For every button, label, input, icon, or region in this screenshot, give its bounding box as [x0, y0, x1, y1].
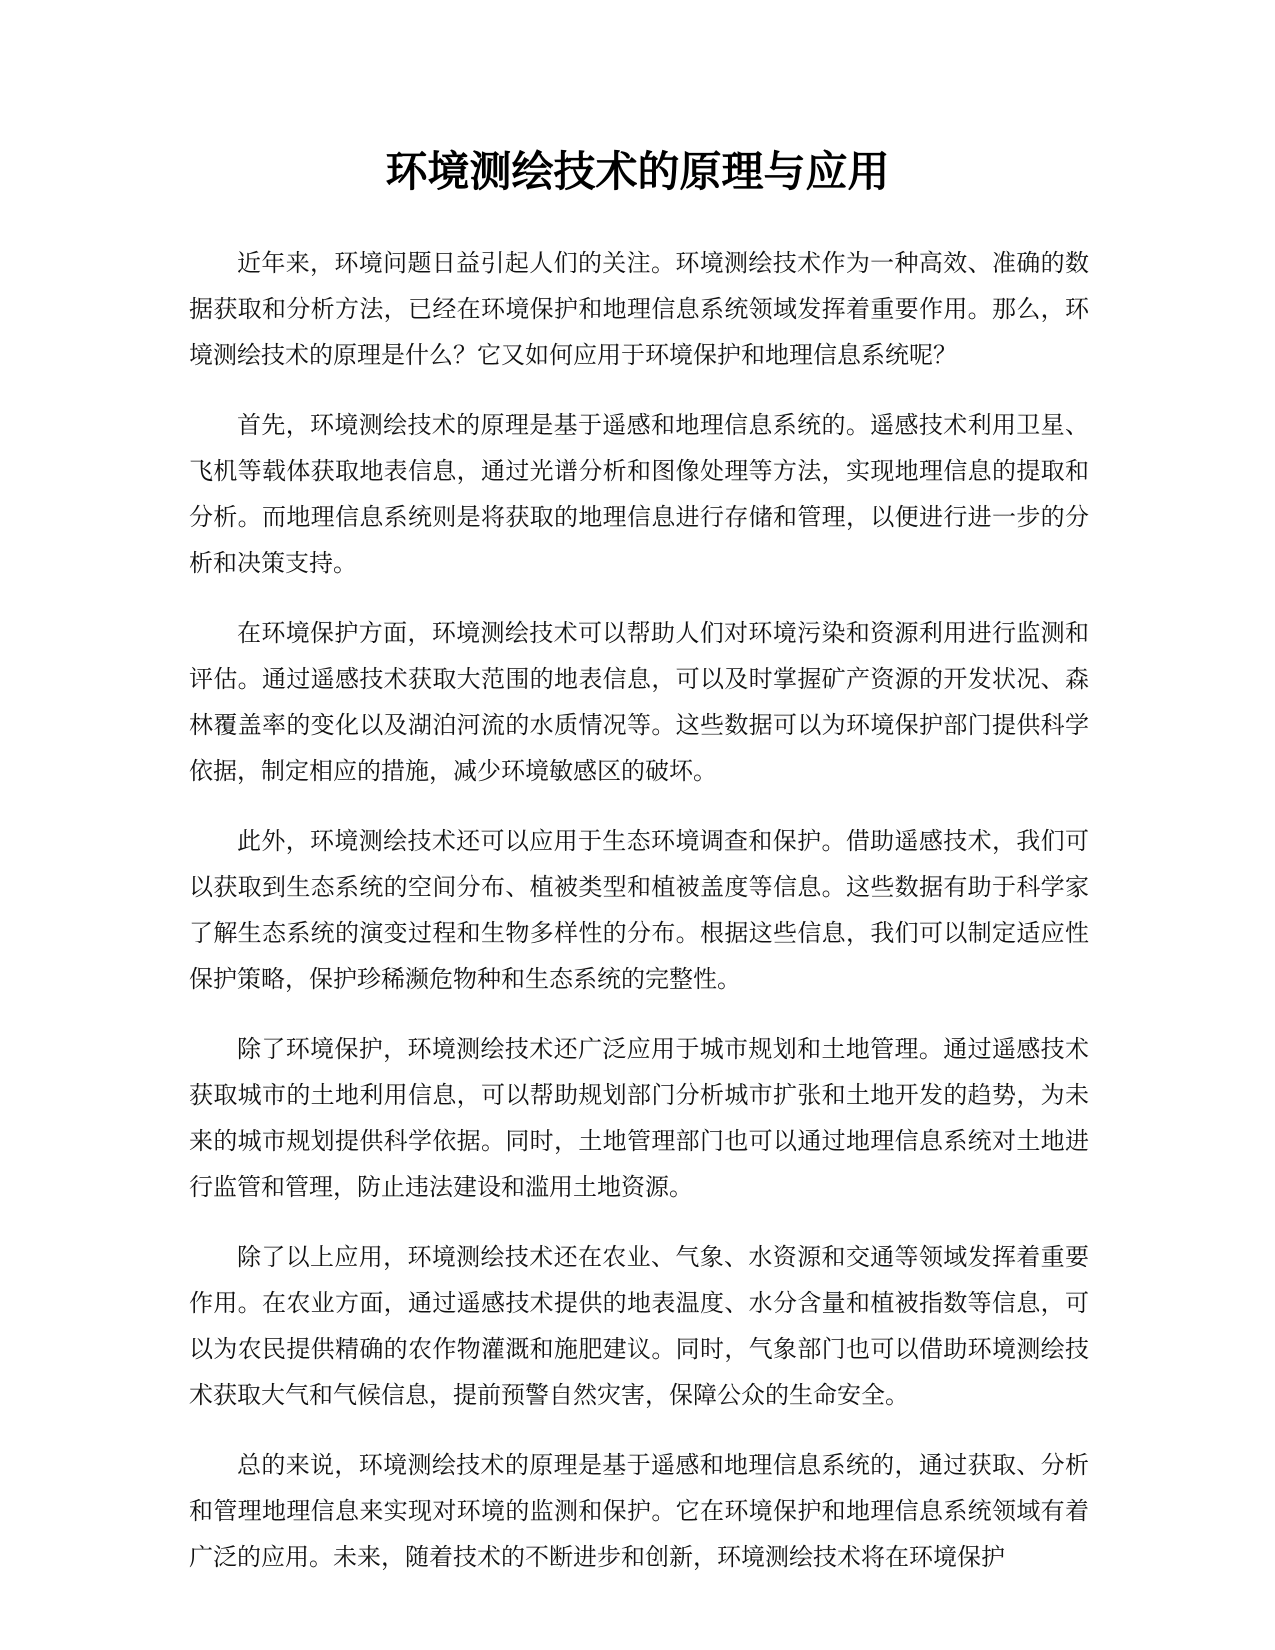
paragraph-3: 在环境保护方面，环境测绘技术可以帮助人们对环境污染和资源利用进行监测和评估。通过遥感技术获取大范围的地表信息，可以及时掌握矿产资源的开发状况、森林覆盖率的变化以及湖泊河流的水质情况等。这些数据可以为环境保护部门提供科学依据，制定相应的措施，减少环境敏感区的破坏。	[189, 619, 1089, 785]
paragraph-6: 除了以上应用，环境测绘技术还在农业、气象、水资源和交通等领域发挥着重要作用。在农业方面，通过遥感技术提供的地表温度、水分含量和植被指数等信息，可以为农民提供精确的农作物灌溉和施肥建议。同时，气象部门也可以借助环境测绘技术获取大气和气候信息，提前预警自然灾害，保障公众的生命安全。	[189, 1243, 1089, 1409]
paragraph-4: 此外，环境测绘技术还可以应用于生态环境调查和保护。借助遥感技术，我们可以获取到生态系统的空间分布、植被类型和植被盖度等信息。这些数据有助于科学家了解生态系统的演变过程和生物多样性的分布。根据这些信息，我们可以制定适应性保护策略，保护珍稀濒危物种和生态系统的完整性。	[189, 827, 1089, 993]
paragraph-5: 除了环境保护，环境测绘技术还广泛应用于城市规划和土地管理。通过遥感技术获取城市的土地利用信息，可以帮助规划部门分析城市扩张和土地开发的趋势，为未来的城市规划提供科学依据。同时，土地管理部门也可以通过地理信息系统对土地进行监管和管理，防止违法建设和滥用土地资源。	[189, 1035, 1089, 1201]
paragraph-7: 总的来说，环境测绘技术的原理是基于遥感和地理信息系统的，通过获取、分析和管理地理信息来实现对环境的监测和保护。它在环境保护和地理信息系统领域有着广泛的应用。未来，随着技术的不断进步和创新，环境测绘技术将在环境保护	[189, 1451, 1089, 1571]
paragraph-2: 首先，环境测绘技术的原理是基于遥感和地理信息系统的。遥感技术利用卫星、飞机等载体获取地表信息，通过光谱分析和图像处理等方法，实现地理信息的提取和分析。而地理信息系统则是将获取的地理信息进行存储和管理，以便进行进一步的分析和决策支持。	[189, 411, 1089, 577]
paragraph-1: 近年来，环境问题日益引起人们的关注。环境测绘技术作为一种高效、准确的数据获取和分析方法，已经在环境保护和地理信息系统领域发挥着重要作用。那么，环境测绘技术的原理是什么？它又如何应用于环境保护和地理信息系统呢？	[189, 249, 1089, 369]
document-body	[189, 240, 1089, 1604]
document-title: 环境测绘技术的原理与应用	[385, 147, 890, 196]
